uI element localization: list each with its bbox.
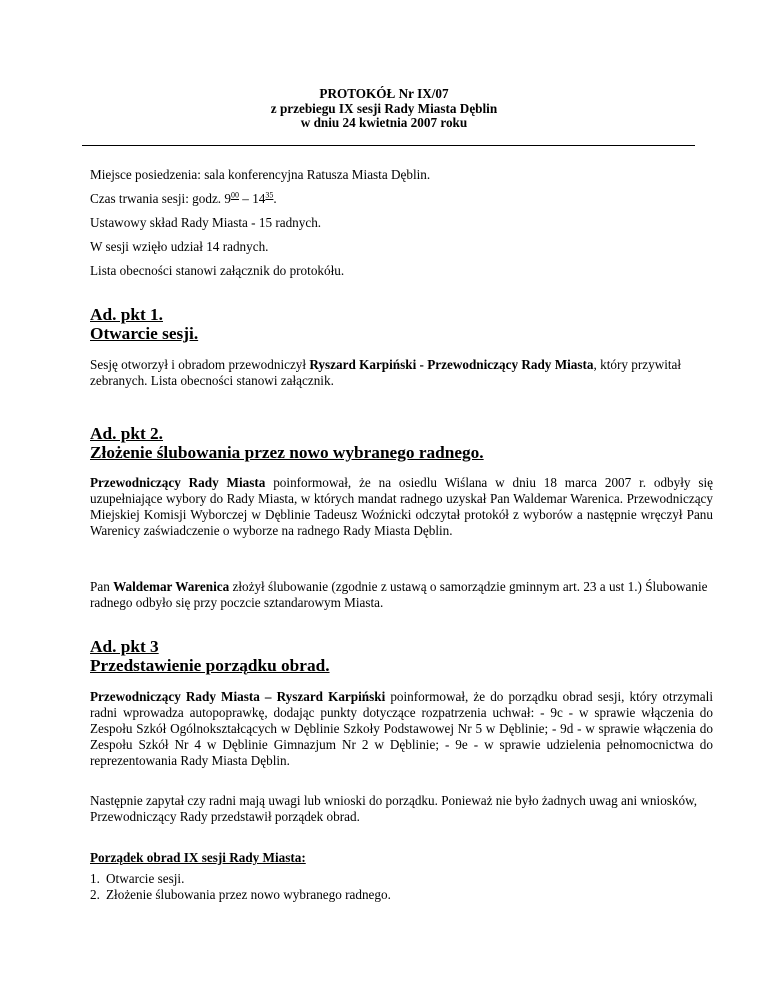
s1-text-b: , który przywitał zebranych. Lista obecności stanowi załącznik. (90, 357, 682, 388)
list-item-number: 2. (90, 887, 100, 902)
agenda-title-text: Porządek obrad IX sesji Rady Miasta: (90, 850, 306, 865)
s3-chairman: Przewodniczący Rady Miasta – Ryszard Karpiński (90, 689, 386, 704)
time-start-minutes: 00 (231, 190, 239, 200)
protocol-date: w dniu 24 kwietnia 2007 roku (300, 115, 468, 130)
section3-paragraph-2: Następnie zapytał czy radni mają uwagi lub wnioski do porządku. Ponieważ nie było żadnych uwag ani wniosków, Przewodniczący Rady przedstawił porządek obrad. (90, 793, 698, 824)
intro-attendance: W sesji wzięło udział 14 radnych. (90, 239, 269, 254)
s2-text: poinformował, że na osiedlu Wiślana w dniu 18 marca 2007 r. odbyły się uzupełniające wybory do Rady Miasta, w których mandat radnego uzyskał Pan Waldemar Warenica. Przewodniczący Miejskiej Komisji Wyborczej w Dęblinie Tadeusz Woźnicki odczytał protokół z wyborów a następnie wręczył Panu Warenicy zaświadczenie o wyborze na radnego Rady Miasta Dęblin. (90, 475, 713, 538)
agenda-title (90, 850, 713, 866)
s1-text-a: Sesję otworzył i obradom przewodniczył (90, 357, 310, 372)
time-suffix: . (273, 191, 277, 206)
section2-heading (90, 424, 484, 462)
section2-title: Złożenie ślubowania przez nowo wybranego radnego. (90, 443, 484, 462)
s2-chairman: Przewodniczący Rady Miasta (90, 475, 266, 490)
time-end-minutes: 35 (265, 190, 274, 200)
intro-attendance-list: Lista obecności stanowi załącznik do protokółu. (90, 263, 345, 278)
s2p2-name: Waldemar Warenica (113, 579, 230, 594)
section3-title: Przedstawienie porządku obrad. (90, 656, 330, 675)
intro-composition: Ustawowy skład Rady Miasta - 15 radnych. (90, 215, 322, 230)
list-item-text: Otwarcie sesji. (106, 871, 185, 886)
section1-paragraph (90, 357, 713, 389)
section2-number: Ad. pkt 2. (90, 424, 163, 443)
list-item-number: 1. (90, 871, 100, 886)
list-item-text: Złożenie ślubowania przez nowo wybranego radnego. (106, 887, 391, 902)
section2-paragraph-2 (90, 579, 713, 611)
intro-place: Miejsce posiedzenia: sala konferencyjna Ratusza Miasta Dęblin. (90, 167, 431, 182)
agenda-list (90, 871, 391, 903)
section1-title: Otwarcie sesji. (90, 324, 199, 343)
section1-number: Ad. pkt 1. (90, 305, 163, 324)
protocol-title: PROTOKÓŁ Nr IX/07 (319, 86, 449, 101)
section2-paragraph-1 (90, 475, 713, 539)
section3-heading (90, 637, 330, 675)
section1-heading (90, 305, 198, 343)
time-dash: – 14 (239, 191, 266, 206)
s2p2-text-a: Pan (90, 579, 114, 594)
list-item (90, 887, 391, 903)
time-prefix: Czas trwania sesji: godz. 9 (90, 191, 231, 206)
intro-time (90, 191, 713, 207)
s1-chairman: Ryszard Karpiński - Przewodniczący Rady Miasta (309, 357, 594, 372)
section3-paragraph-1 (90, 689, 713, 769)
s3-text: poinformował, że do porządku obrad sesji, który otrzymali radni wprowadza autopoprawkę, dodając punkty dotyczące rozpatrzenia uchwał: - 9c - w sprawie włączenia do Zespołu Szkół Ogólnokształcących w Dęblinie Szkoły Podstawowej Nr 5 w Dęblinie; - 9d - w sprawie włączenia do Zespołu Szkół Nr 4 w Dęblinie Gimnazjum Nr 2 w Dęblinie; - 9e - w sprawie udzielenia pełnomocnictwa do reprezentowania Rady Miasta Dęblin. (90, 689, 713, 768)
document-header (0, 87, 768, 131)
protocol-subtitle: z przebiegu IX sesji Rady Miasta Dęblin (270, 100, 498, 116)
s2p2-text-b: złożył ślubowanie (zgodnie z ustawą o samorządzie gminnym art. 23 a ust 1.) Ślubowanie radnego odbyło się przy poczcie sztandarowym Miasta. (90, 579, 708, 610)
header-divider (82, 145, 695, 146)
list-item (90, 871, 391, 887)
section3-number: Ad. pkt 3 (90, 637, 159, 656)
